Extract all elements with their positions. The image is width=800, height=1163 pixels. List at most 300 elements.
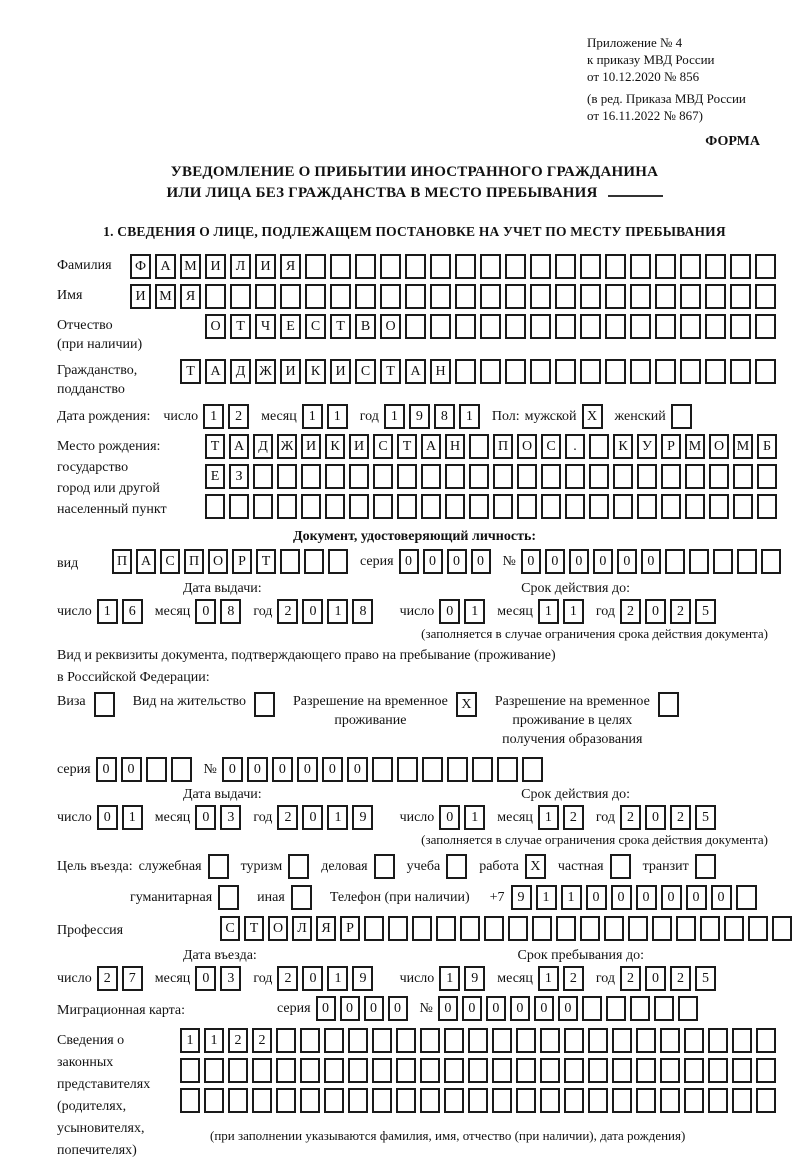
char-box[interactable]: 1 bbox=[459, 404, 480, 429]
char-box[interactable]: 9 bbox=[464, 966, 485, 991]
purpose-private-checkbox[interactable] bbox=[610, 854, 635, 879]
char-box[interactable]: 8 bbox=[434, 404, 455, 429]
gender-male-checkbox[interactable] bbox=[582, 404, 607, 429]
char-box[interactable] bbox=[497, 757, 518, 782]
char-box[interactable] bbox=[748, 916, 768, 941]
char-box[interactable]: О bbox=[205, 314, 226, 339]
char-box[interactable] bbox=[493, 464, 513, 489]
char-box[interactable]: 0 bbox=[222, 757, 243, 782]
char-box[interactable]: Ч bbox=[255, 314, 276, 339]
char-box[interactable] bbox=[755, 314, 776, 339]
char-box[interactable] bbox=[705, 254, 726, 279]
residence-issue-month-boxes[interactable] bbox=[195, 805, 245, 830]
char-box[interactable] bbox=[277, 464, 297, 489]
char-box[interactable]: 8 bbox=[220, 599, 241, 624]
char-box[interactable] bbox=[430, 314, 451, 339]
char-box[interactable] bbox=[636, 1028, 656, 1053]
char-box[interactable]: 1 bbox=[538, 966, 559, 991]
char-box[interactable] bbox=[348, 1058, 368, 1083]
char-box[interactable]: Т bbox=[330, 314, 351, 339]
char-box[interactable]: 0 bbox=[521, 549, 541, 574]
char-box[interactable] bbox=[229, 494, 249, 519]
char-box[interactable]: 2 bbox=[620, 599, 641, 624]
char-box[interactable]: 9 bbox=[409, 404, 430, 429]
char-box[interactable] bbox=[556, 916, 576, 941]
char-box[interactable] bbox=[276, 1088, 296, 1113]
char-box[interactable] bbox=[305, 254, 326, 279]
char-box[interactable] bbox=[654, 996, 674, 1021]
char-box[interactable]: Л bbox=[292, 916, 312, 941]
char-box[interactable] bbox=[637, 464, 657, 489]
char-box[interactable] bbox=[705, 314, 726, 339]
char-box[interactable]: 0 bbox=[297, 757, 318, 782]
identity-number-boxes[interactable] bbox=[521, 549, 785, 574]
char-box[interactable] bbox=[412, 916, 432, 941]
char-box[interactable] bbox=[532, 916, 552, 941]
char-box[interactable] bbox=[582, 996, 602, 1021]
char-box[interactable]: 0 bbox=[471, 549, 491, 574]
phone-boxes[interactable] bbox=[511, 885, 761, 910]
purpose-work-checkbox[interactable] bbox=[525, 854, 550, 879]
char-box[interactable]: С bbox=[305, 314, 326, 339]
char-box[interactable] bbox=[676, 916, 696, 941]
char-box[interactable]: В bbox=[355, 314, 376, 339]
char-box[interactable] bbox=[660, 1028, 680, 1053]
patronymic-boxes[interactable] bbox=[205, 314, 780, 339]
char-box[interactable] bbox=[757, 464, 777, 489]
char-box[interactable] bbox=[364, 916, 384, 941]
purpose-business-checkbox[interactable] bbox=[374, 854, 399, 879]
char-box[interactable] bbox=[444, 1088, 464, 1113]
char-box[interactable] bbox=[468, 1088, 488, 1113]
char-box[interactable]: 0 bbox=[347, 757, 368, 782]
birth-month-boxes[interactable] bbox=[302, 404, 352, 429]
char-box[interactable]: 0 bbox=[510, 996, 530, 1021]
char-box[interactable]: 0 bbox=[438, 996, 458, 1021]
char-box[interactable] bbox=[730, 254, 751, 279]
char-box[interactable]: 0 bbox=[302, 805, 323, 830]
char-box[interactable] bbox=[564, 1058, 584, 1083]
identity-expiry-day-boxes[interactable] bbox=[439, 599, 489, 624]
char-box[interactable] bbox=[540, 1028, 560, 1053]
birth-year-boxes[interactable] bbox=[384, 404, 484, 429]
char-box[interactable]: 0 bbox=[711, 885, 732, 910]
char-box[interactable] bbox=[756, 1088, 776, 1113]
char-box[interactable]: . bbox=[565, 434, 585, 459]
char-box[interactable] bbox=[484, 916, 504, 941]
char-box[interactable] bbox=[516, 1088, 536, 1113]
char-box[interactable]: 2 bbox=[228, 1028, 248, 1053]
char-box[interactable]: 0 bbox=[636, 885, 657, 910]
char-box[interactable] bbox=[517, 464, 537, 489]
char-box[interactable] bbox=[348, 1028, 368, 1053]
char-box[interactable] bbox=[540, 1088, 560, 1113]
char-box[interactable] bbox=[94, 692, 115, 717]
char-box[interactable] bbox=[480, 359, 501, 384]
char-box[interactable]: 2 bbox=[670, 805, 691, 830]
char-box[interactable]: 0 bbox=[558, 996, 578, 1021]
char-box[interactable] bbox=[630, 284, 651, 309]
purpose-study-checkbox[interactable] bbox=[446, 854, 471, 879]
char-box[interactable] bbox=[580, 314, 601, 339]
char-box[interactable] bbox=[733, 494, 753, 519]
char-box[interactable]: И bbox=[349, 434, 369, 459]
char-box[interactable] bbox=[396, 1088, 416, 1113]
char-box[interactable]: 2 bbox=[277, 966, 298, 991]
char-box[interactable] bbox=[405, 284, 426, 309]
char-box[interactable]: 0 bbox=[399, 549, 419, 574]
char-box[interactable] bbox=[588, 1088, 608, 1113]
char-box[interactable] bbox=[324, 1088, 344, 1113]
char-box[interactable]: 0 bbox=[272, 757, 293, 782]
birthplace-boxes-row3[interactable] bbox=[205, 494, 781, 519]
char-box[interactable]: 6 bbox=[122, 599, 143, 624]
char-box[interactable] bbox=[733, 464, 753, 489]
char-box[interactable] bbox=[252, 1058, 272, 1083]
char-box[interactable] bbox=[630, 254, 651, 279]
char-box[interactable] bbox=[444, 1058, 464, 1083]
char-box[interactable]: Я bbox=[316, 916, 336, 941]
char-box[interactable] bbox=[724, 916, 744, 941]
char-box[interactable]: О bbox=[517, 434, 537, 459]
char-box[interactable]: 0 bbox=[545, 549, 565, 574]
char-box[interactable] bbox=[709, 494, 729, 519]
char-box[interactable] bbox=[380, 254, 401, 279]
char-box[interactable] bbox=[695, 854, 716, 879]
char-box[interactable] bbox=[397, 464, 417, 489]
char-box[interactable]: И bbox=[330, 359, 351, 384]
char-box[interactable]: 2 bbox=[97, 966, 118, 991]
char-box[interactable] bbox=[252, 1088, 272, 1113]
char-box[interactable]: 1 bbox=[180, 1028, 200, 1053]
char-box[interactable]: С bbox=[355, 359, 376, 384]
char-box[interactable]: 1 bbox=[464, 805, 485, 830]
char-box[interactable] bbox=[655, 284, 676, 309]
char-box[interactable] bbox=[277, 494, 297, 519]
char-box[interactable] bbox=[455, 314, 476, 339]
stay-year-boxes[interactable] bbox=[620, 966, 720, 991]
char-box[interactable] bbox=[468, 1028, 488, 1053]
char-box[interactable]: К bbox=[325, 434, 345, 459]
char-box[interactable] bbox=[280, 284, 301, 309]
char-box[interactable] bbox=[372, 1028, 392, 1053]
char-box[interactable] bbox=[761, 549, 781, 574]
char-box[interactable]: 0 bbox=[686, 885, 707, 910]
char-box[interactable] bbox=[180, 1058, 200, 1083]
char-box[interactable] bbox=[540, 1058, 560, 1083]
char-box[interactable] bbox=[492, 1058, 512, 1083]
char-box[interactable]: 2 bbox=[252, 1028, 272, 1053]
char-box[interactable]: Ж bbox=[255, 359, 276, 384]
char-box[interactable] bbox=[757, 494, 777, 519]
char-box[interactable]: 0 bbox=[340, 996, 360, 1021]
char-box[interactable] bbox=[372, 1058, 392, 1083]
entry-year-boxes[interactable] bbox=[277, 966, 377, 991]
char-box[interactable] bbox=[636, 1088, 656, 1113]
char-box[interactable] bbox=[405, 254, 426, 279]
char-box[interactable]: Т bbox=[230, 314, 251, 339]
profession-boxes[interactable] bbox=[220, 916, 796, 941]
residence-permit-checkbox[interactable] bbox=[254, 692, 279, 717]
visa-checkbox[interactable] bbox=[94, 692, 119, 717]
char-box[interactable]: 0 bbox=[423, 549, 443, 574]
char-box[interactable] bbox=[330, 284, 351, 309]
char-box[interactable] bbox=[288, 854, 309, 879]
char-box[interactable] bbox=[468, 1058, 488, 1083]
char-box[interactable]: 1 bbox=[302, 404, 323, 429]
char-box[interactable] bbox=[689, 549, 709, 574]
char-box[interactable] bbox=[349, 464, 369, 489]
char-box[interactable] bbox=[530, 359, 551, 384]
char-box[interactable] bbox=[204, 1058, 224, 1083]
char-box[interactable] bbox=[555, 314, 576, 339]
char-box[interactable] bbox=[455, 359, 476, 384]
char-box[interactable]: А bbox=[205, 359, 226, 384]
purpose-official-checkbox[interactable] bbox=[208, 854, 233, 879]
char-box[interactable] bbox=[469, 434, 489, 459]
stay-month-boxes[interactable] bbox=[538, 966, 588, 991]
char-box[interactable]: С bbox=[220, 916, 240, 941]
char-box[interactable] bbox=[605, 254, 626, 279]
char-box[interactable]: X bbox=[525, 854, 546, 879]
char-box[interactable] bbox=[580, 359, 601, 384]
char-box[interactable] bbox=[205, 494, 225, 519]
char-box[interactable] bbox=[730, 284, 751, 309]
char-box[interactable]: Т bbox=[380, 359, 401, 384]
char-box[interactable] bbox=[605, 359, 626, 384]
char-box[interactable] bbox=[655, 254, 676, 279]
char-box[interactable]: 0 bbox=[586, 885, 607, 910]
char-box[interactable] bbox=[421, 494, 441, 519]
char-box[interactable] bbox=[291, 885, 312, 910]
legal-reps-boxes-row1[interactable] bbox=[180, 1028, 780, 1053]
char-box[interactable]: Т bbox=[244, 916, 264, 941]
char-box[interactable] bbox=[732, 1028, 752, 1053]
purpose-other-checkbox[interactable] bbox=[291, 885, 316, 910]
char-box[interactable] bbox=[685, 464, 705, 489]
char-box[interactable]: 7 bbox=[122, 966, 143, 991]
char-box[interactable]: 1 bbox=[327, 805, 348, 830]
char-box[interactable] bbox=[373, 464, 393, 489]
char-box[interactable]: 0 bbox=[195, 599, 216, 624]
char-box[interactable] bbox=[492, 1088, 512, 1113]
char-box[interactable] bbox=[661, 464, 681, 489]
char-box[interactable] bbox=[330, 254, 351, 279]
char-box[interactable]: А bbox=[229, 434, 249, 459]
char-box[interactable] bbox=[660, 1058, 680, 1083]
char-box[interactable]: 0 bbox=[439, 805, 460, 830]
char-box[interactable] bbox=[420, 1088, 440, 1113]
migration-series-boxes[interactable] bbox=[316, 996, 412, 1021]
char-box[interactable] bbox=[505, 359, 526, 384]
char-box[interactable]: 0 bbox=[97, 805, 118, 830]
char-box[interactable] bbox=[372, 757, 393, 782]
char-box[interactable] bbox=[605, 314, 626, 339]
char-box[interactable]: 0 bbox=[439, 599, 460, 624]
char-box[interactable] bbox=[420, 1058, 440, 1083]
char-box[interactable]: Н bbox=[445, 434, 465, 459]
char-box[interactable] bbox=[709, 464, 729, 489]
char-box[interactable] bbox=[658, 692, 679, 717]
char-box[interactable]: О bbox=[208, 549, 228, 574]
char-box[interactable] bbox=[612, 1058, 632, 1083]
birthplace-boxes-row2[interactable] bbox=[205, 464, 781, 489]
char-box[interactable]: Д bbox=[230, 359, 251, 384]
char-box[interactable] bbox=[422, 757, 443, 782]
char-box[interactable] bbox=[445, 494, 465, 519]
char-box[interactable]: Е bbox=[280, 314, 301, 339]
char-box[interactable] bbox=[530, 284, 551, 309]
char-box[interactable] bbox=[444, 1028, 464, 1053]
char-box[interactable]: 0 bbox=[364, 996, 384, 1021]
char-box[interactable] bbox=[516, 1058, 536, 1083]
char-box[interactable]: 2 bbox=[670, 599, 691, 624]
entry-month-boxes[interactable] bbox=[195, 966, 245, 991]
char-box[interactable] bbox=[372, 1088, 392, 1113]
char-box[interactable] bbox=[204, 1088, 224, 1113]
char-box[interactable] bbox=[455, 284, 476, 309]
char-box[interactable] bbox=[680, 284, 701, 309]
char-box[interactable]: З bbox=[229, 464, 249, 489]
char-box[interactable]: 1 bbox=[327, 966, 348, 991]
char-box[interactable] bbox=[588, 1058, 608, 1083]
purpose-transit-checkbox[interactable] bbox=[695, 854, 720, 879]
char-box[interactable]: 0 bbox=[645, 599, 666, 624]
char-box[interactable] bbox=[349, 494, 369, 519]
char-box[interactable] bbox=[388, 916, 408, 941]
char-box[interactable]: 2 bbox=[228, 404, 249, 429]
char-box[interactable] bbox=[373, 494, 393, 519]
char-box[interactable] bbox=[436, 916, 456, 941]
char-box[interactable] bbox=[655, 359, 676, 384]
char-box[interactable] bbox=[613, 494, 633, 519]
char-box[interactable]: П bbox=[493, 434, 513, 459]
char-box[interactable] bbox=[230, 284, 251, 309]
char-box[interactable]: 0 bbox=[462, 996, 482, 1021]
char-box[interactable] bbox=[705, 284, 726, 309]
char-box[interactable]: О bbox=[268, 916, 288, 941]
char-box[interactable]: А bbox=[421, 434, 441, 459]
char-box[interactable] bbox=[324, 1028, 344, 1053]
residence-expiry-year-boxes[interactable] bbox=[620, 805, 720, 830]
char-box[interactable] bbox=[455, 254, 476, 279]
char-box[interactable] bbox=[732, 1058, 752, 1083]
char-box[interactable] bbox=[276, 1058, 296, 1083]
char-box[interactable] bbox=[146, 757, 167, 782]
char-box[interactable]: И bbox=[255, 254, 276, 279]
char-box[interactable] bbox=[253, 494, 273, 519]
residence-issue-day-boxes[interactable] bbox=[97, 805, 147, 830]
char-box[interactable] bbox=[564, 1028, 584, 1053]
char-box[interactable] bbox=[580, 284, 601, 309]
char-box[interactable] bbox=[300, 1088, 320, 1113]
char-box[interactable] bbox=[300, 1058, 320, 1083]
char-box[interactable]: Н bbox=[430, 359, 451, 384]
char-box[interactable]: К bbox=[613, 434, 633, 459]
char-box[interactable]: 2 bbox=[670, 966, 691, 991]
char-box[interactable]: 0 bbox=[611, 885, 632, 910]
char-box[interactable] bbox=[684, 1028, 704, 1053]
char-box[interactable] bbox=[737, 549, 757, 574]
char-box[interactable] bbox=[480, 284, 501, 309]
char-box[interactable] bbox=[612, 1088, 632, 1113]
char-box[interactable] bbox=[300, 1028, 320, 1053]
legal-reps-boxes-row2[interactable] bbox=[180, 1058, 780, 1083]
char-box[interactable] bbox=[228, 1088, 248, 1113]
char-box[interactable]: Ж bbox=[277, 434, 297, 459]
char-box[interactable] bbox=[671, 404, 692, 429]
char-box[interactable]: С bbox=[541, 434, 561, 459]
char-box[interactable] bbox=[580, 916, 600, 941]
char-box[interactable] bbox=[421, 464, 441, 489]
char-box[interactable]: 1 bbox=[561, 885, 582, 910]
char-box[interactable]: 0 bbox=[302, 966, 323, 991]
char-box[interactable] bbox=[637, 494, 657, 519]
char-box[interactable]: 0 bbox=[617, 549, 637, 574]
char-box[interactable] bbox=[530, 314, 551, 339]
char-box[interactable] bbox=[253, 464, 273, 489]
char-box[interactable] bbox=[472, 757, 493, 782]
char-box[interactable]: 0 bbox=[388, 996, 408, 1021]
char-box[interactable]: 0 bbox=[569, 549, 589, 574]
char-box[interactable] bbox=[660, 1088, 680, 1113]
residence-expiry-day-boxes[interactable] bbox=[439, 805, 489, 830]
char-box[interactable] bbox=[405, 314, 426, 339]
char-box[interactable]: 1 bbox=[97, 599, 118, 624]
char-box[interactable] bbox=[420, 1028, 440, 1053]
birth-day-boxes[interactable] bbox=[203, 404, 253, 429]
char-box[interactable]: М bbox=[685, 434, 705, 459]
char-box[interactable] bbox=[756, 1028, 776, 1053]
char-box[interactable]: 0 bbox=[195, 966, 216, 991]
char-box[interactable]: 3 bbox=[220, 966, 241, 991]
char-box[interactable] bbox=[328, 549, 348, 574]
birthplace-boxes-row1[interactable] bbox=[205, 434, 781, 459]
char-box[interactable] bbox=[606, 996, 626, 1021]
char-box[interactable] bbox=[610, 854, 631, 879]
char-box[interactable] bbox=[218, 885, 239, 910]
char-box[interactable]: Т bbox=[205, 434, 225, 459]
char-box[interactable] bbox=[661, 494, 681, 519]
surname-boxes[interactable] bbox=[130, 254, 780, 279]
char-box[interactable] bbox=[630, 314, 651, 339]
char-box[interactable]: Р bbox=[340, 916, 360, 941]
char-box[interactable] bbox=[730, 314, 751, 339]
char-box[interactable]: М bbox=[155, 284, 176, 309]
char-box[interactable] bbox=[171, 757, 192, 782]
char-box[interactable] bbox=[469, 494, 489, 519]
char-box[interactable] bbox=[493, 494, 513, 519]
char-box[interactable]: 0 bbox=[645, 805, 666, 830]
char-box[interactable]: 2 bbox=[277, 599, 298, 624]
char-box[interactable] bbox=[708, 1028, 728, 1053]
char-box[interactable]: К bbox=[305, 359, 326, 384]
char-box[interactable] bbox=[325, 464, 345, 489]
char-box[interactable] bbox=[755, 284, 776, 309]
char-box[interactable] bbox=[348, 1088, 368, 1113]
name-boxes[interactable] bbox=[130, 284, 780, 309]
char-box[interactable] bbox=[516, 1028, 536, 1053]
char-box[interactable]: 0 bbox=[645, 966, 666, 991]
char-box[interactable]: М bbox=[180, 254, 201, 279]
identity-series-boxes[interactable] bbox=[399, 549, 495, 574]
char-box[interactable] bbox=[589, 464, 609, 489]
char-box[interactable] bbox=[254, 692, 275, 717]
char-box[interactable] bbox=[530, 254, 551, 279]
char-box[interactable] bbox=[276, 1028, 296, 1053]
char-box[interactable]: 1 bbox=[122, 805, 143, 830]
char-box[interactable]: Т bbox=[256, 549, 276, 574]
